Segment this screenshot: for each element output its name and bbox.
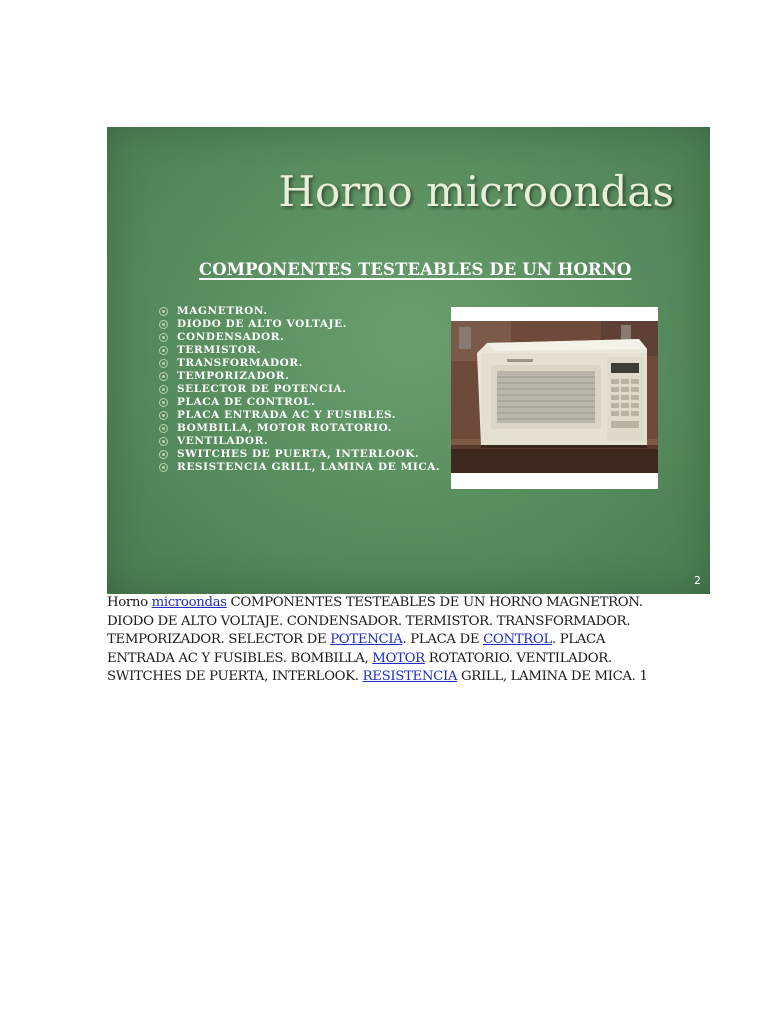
list-item-label: TRANSFORMADOR.	[177, 357, 303, 369]
bullet-icon	[159, 424, 168, 433]
bullet-icon	[159, 372, 168, 381]
slide-number: 2	[694, 574, 701, 587]
caption-text: . PLACA ENTRADA AC Y FUSIBLES. BOMBILLA,	[107, 632, 606, 666]
link-control[interactable]: CONTROL	[483, 632, 552, 647]
list-item-label: CONDENSADOR.	[177, 331, 285, 343]
bullet-icon	[159, 333, 168, 342]
microwave-photo	[451, 321, 658, 473]
list-item	[159, 435, 440, 448]
list-item	[159, 409, 440, 422]
list-item-label: PLACA DE CONTROL.	[177, 396, 316, 408]
list-item	[159, 331, 440, 344]
list-item	[159, 396, 440, 409]
presentation-slide	[107, 127, 710, 594]
list-item-label: TERMISTOR.	[177, 344, 262, 356]
list-item-label: BOMBILLA, MOTOR ROTATORIO.	[177, 422, 393, 434]
caption-text: ROTATORIO. VENTILADOR. SWITCHES DE PUERTA, INTERLOOK.	[107, 650, 612, 684]
list-item-label: PLACA ENTRADA AC Y FUSIBLES.	[177, 409, 397, 421]
caption-text: COMPONENTES TESTEABLES DE UN HORNO MAGNETRON. DIODO DE ALTO VOLTAJE. CONDENSADOR. TERMISTOR. TRANSFORMADOR. TEMPORIZADOR. SELECTOR DE	[107, 595, 643, 647]
microwave-oven-image	[451, 321, 658, 473]
list-item-label: DIODO DE ALTO VOLTAJE.	[177, 318, 347, 330]
list-item	[159, 318, 440, 331]
link-potencia[interactable]: POTENCIA	[330, 632, 403, 647]
list-item-label: MAGNETRON.	[177, 305, 268, 317]
bullet-icon	[159, 463, 168, 472]
slide-subtitle: COMPONENTES TESTEABLES DE UN HORNO	[199, 260, 632, 279]
link-microondas[interactable]: microondas	[151, 595, 227, 610]
list-item	[159, 370, 440, 383]
slide-title: Horno microondas	[278, 167, 674, 216]
list-item	[159, 357, 440, 370]
list-item	[159, 448, 440, 461]
caption-text: GRILL, LAMINA DE MICA. 1	[457, 669, 648, 684]
bullet-icon	[159, 450, 168, 459]
list-item-label: TEMPORIZADOR.	[177, 370, 290, 382]
list-item	[159, 383, 440, 396]
list-item-label: SWITCHES DE PUERTA, INTERLOOK.	[177, 448, 420, 460]
list-item-label: SELECTOR DE POTENCIA.	[177, 383, 347, 395]
link-resistencia[interactable]: RESISTENCIA	[362, 669, 458, 684]
caption-text: . PLACA DE	[402, 632, 484, 647]
slide-caption-text	[107, 594, 667, 687]
component-list	[159, 305, 440, 474]
list-item	[159, 305, 440, 318]
list-item	[159, 461, 440, 474]
bullet-icon	[159, 385, 168, 394]
bullet-icon	[159, 307, 168, 316]
list-item	[159, 422, 440, 435]
bullet-icon	[159, 398, 168, 407]
microwave-photo-frame	[451, 307, 658, 489]
list-item	[159, 344, 440, 357]
bullet-icon	[159, 346, 168, 355]
bullet-icon	[159, 437, 168, 446]
list-item-label: RESISTENCIA GRILL, LAMINA DE MICA.	[177, 461, 441, 473]
bullet-icon	[159, 411, 168, 420]
link-motor[interactable]: MOTOR	[372, 650, 425, 666]
list-item-label: VENTILADOR.	[177, 435, 269, 447]
caption-text: Horno	[107, 595, 152, 610]
bullet-icon	[159, 320, 168, 329]
bullet-icon	[159, 359, 168, 368]
